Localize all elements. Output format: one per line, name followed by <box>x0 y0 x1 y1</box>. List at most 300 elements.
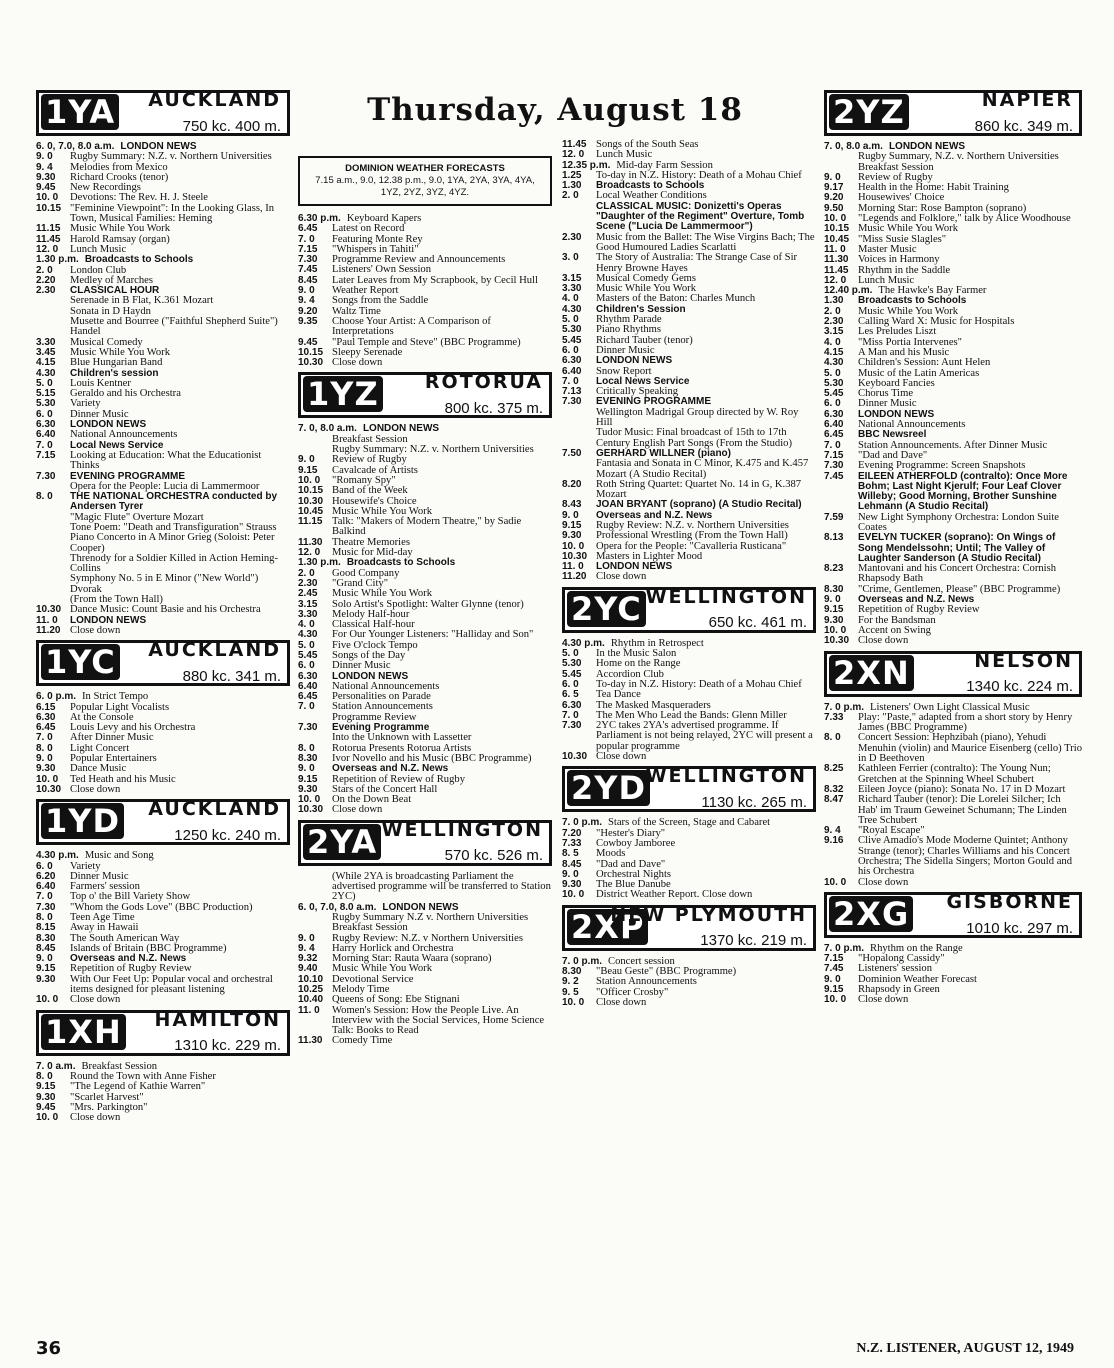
column-2 <box>298 150 552 1047</box>
programme-item <box>562 202 816 233</box>
programme-title: Listeners' Own Light Classical Music <box>870 701 1030 713</box>
programme-item <box>36 851 290 861</box>
programme-title: Overseas and N.Z. News <box>332 763 449 775</box>
station-city: WELLINGTON <box>645 585 807 608</box>
programme-time: 3.15 <box>824 326 844 338</box>
programme-time: 9. 0 <box>562 509 579 521</box>
programme-time: 7.30 <box>298 254 318 266</box>
programme-item <box>824 733 1082 764</box>
programme-time: 9.45 <box>298 336 318 348</box>
programme-time: 7. 0 <box>36 891 53 903</box>
programme-time: 2. 0 <box>824 305 841 317</box>
programme-title: Tone Poem: "Death and Transfiguration" Strauss <box>70 521 277 533</box>
programme-title: New Recordings <box>70 182 141 194</box>
programme-time: 7.45 <box>298 264 318 276</box>
programme-time: 10.30 <box>298 357 324 369</box>
programme-time: 12. 0 <box>562 149 585 161</box>
programme-title: Melodies from Mexico <box>70 161 168 173</box>
station-2yd <box>562 766 816 900</box>
programme-time: 8.20 <box>562 478 582 490</box>
programme-title: Women's Session: How the People Live. An Interview with the Social Services, Home Science Talk: Books to Read <box>332 1004 545 1037</box>
programme-title: Snow Report <box>596 365 652 377</box>
station-call-sign: 2YD <box>567 770 650 806</box>
programme-time: 10.15 <box>36 202 62 214</box>
programme-time: 9. 0 <box>298 454 315 466</box>
programme-time: 9.16 <box>824 835 844 847</box>
programme-title: Personalities on Parade <box>332 691 431 703</box>
programme-title: Health in the Home: Habit Training <box>858 182 1009 194</box>
programme-time: 6.45 <box>824 429 844 441</box>
station-header <box>562 905 816 951</box>
programme-title: Broadcasts to Schools <box>858 295 967 307</box>
programme-time: 4.15 <box>824 346 844 358</box>
programme-time: 6.30 <box>562 355 582 367</box>
programme-title: "Miss Susie Slagles" <box>858 233 947 245</box>
programme-title: Close down <box>332 804 383 816</box>
programme-time: 11.45 <box>562 139 587 150</box>
programme-time: 11.30 <box>298 1035 323 1047</box>
programme-title: Overseas and N.Z. News <box>70 953 187 965</box>
station-1ya <box>36 90 290 636</box>
programme-time: 4. 0 <box>298 619 315 631</box>
programme-time: 10. 0 <box>36 1112 59 1124</box>
programme-title: Popular Entertainers <box>70 753 157 765</box>
programme-title: Music While You Work <box>70 223 170 235</box>
station-city: GISBORNE <box>946 890 1073 913</box>
programme-item <box>562 356 816 366</box>
programme-title: Ted Heath and his Music <box>70 773 176 785</box>
programme-time: 9. 4 <box>824 825 841 837</box>
station-call-sign: 2YA <box>303 824 381 860</box>
programme-title: The South American Way <box>70 932 180 944</box>
station-1yd <box>36 799 290 1005</box>
station-frequency: 1130 kc. 265 m. <box>701 794 807 812</box>
programme-time: 11. 0 <box>298 1004 320 1016</box>
programme-time: 7.30 <box>36 470 56 482</box>
programme-time: 2.30 <box>36 285 56 297</box>
programme-title: Close down <box>596 571 647 583</box>
programme-title: Close down <box>596 751 647 763</box>
station-2xp <box>562 905 816 1008</box>
programme-time: 9.15 <box>36 963 56 975</box>
programme-time: 4. 0 <box>824 336 841 348</box>
programme-time: 11. 0 <box>562 561 584 573</box>
programme-time: 11.30 <box>824 254 849 266</box>
programme-time: 6.30 <box>36 711 56 723</box>
programme-time: 3.30 <box>298 608 318 620</box>
programme-title: Melody Half-hour <box>332 608 410 620</box>
programme-time: 7.30 <box>824 460 844 472</box>
programme-time: 8.30 <box>562 966 582 977</box>
programme-title: The Story of Australia: The Strange Case of Sir Henry Browne Hayes <box>596 252 798 274</box>
programme-title: Accordion Club <box>596 668 664 680</box>
page-title: Thursday, August 18 <box>367 92 743 128</box>
station-call-sign: 2XN <box>829 655 914 691</box>
programme-time: 7. 0 a.m. <box>36 1060 76 1072</box>
programme-time <box>36 307 70 317</box>
programme-title: Five O'clock Tempo <box>332 639 418 651</box>
programme-time: 6. 0 <box>824 398 841 410</box>
programme-title: Rugby Summary: N.Z. v. Northern Universities <box>332 444 534 456</box>
programme-time: 8. 0 <box>36 491 53 503</box>
programme-title: Later Leaves from My Scrapbook, by Cecil Hull <box>332 274 538 286</box>
programme-item <box>824 358 1082 368</box>
station-frequency: 1310 kc. 229 m. <box>174 1037 281 1055</box>
station-city: WELLINGTON <box>381 818 543 841</box>
programme-time: 9. 0 <box>36 151 53 163</box>
programme-time: 10.30 <box>562 550 588 562</box>
programme-title: The Men Who Lead the Bands: Glenn Miller <box>596 709 787 721</box>
programme-time: 4.30 <box>298 629 318 641</box>
programme-time: 6. 5 <box>562 689 579 701</box>
programme-item <box>36 995 290 1005</box>
programme-item <box>36 574 290 595</box>
programme-time: 11.45 <box>36 233 61 245</box>
programme-title: Chorus Time <box>858 388 914 400</box>
programme-time: 8.23 <box>824 563 844 575</box>
programme-item <box>36 975 290 996</box>
programme-time: 7.30 <box>298 722 318 734</box>
programme-time: 5.30 <box>562 324 582 336</box>
programme-time: 7. 0 <box>36 732 53 744</box>
programme-time: 10. 0 <box>36 192 59 204</box>
programme-time: 10. 0 <box>824 624 847 636</box>
programme-time: 8.45 <box>36 942 56 954</box>
programme-time: 9. 4 <box>36 161 53 173</box>
programme-title: On the Down Beat <box>332 794 412 806</box>
programme-time: 5.30 <box>36 398 56 410</box>
programme-title: EVENING PROGRAMME <box>70 470 186 482</box>
programme-time: 9. 2 <box>562 976 579 988</box>
programme-title: Music While You Work <box>332 588 432 600</box>
programme-item <box>298 358 552 368</box>
programme-time: 6. 0 <box>562 344 579 356</box>
station-city: NAPIER <box>981 89 1073 111</box>
programme-time: 7.15 <box>298 243 318 255</box>
programme-title: Morning Star: Rose Bampton (soprano) <box>858 202 1027 214</box>
programme-title: Talk: "Makers of Modern Theatre," by Sadie Balkind <box>332 516 522 538</box>
programme-time: 6.40 <box>36 881 56 893</box>
station-call-sign: 2YZ <box>829 94 909 130</box>
programme-time: 8.45 <box>562 858 582 870</box>
programme-title: Eileen Joyce (piano): Sonata No. 17 in D Mozart <box>858 783 1066 795</box>
programme-title: Music While You Work <box>596 283 696 295</box>
programme-title: Keyboard Fancies <box>858 377 935 389</box>
programme-time <box>824 152 858 162</box>
programme-time: 9.30 <box>36 171 56 183</box>
programme-title: Music from the Ballet: The Wise Virgins Bach; The Good Humoured Ladies Scarlatti <box>596 231 815 253</box>
programme-item <box>562 428 816 449</box>
station-frequency: 800 kc. 375 m. <box>444 400 543 418</box>
programme-title: LONDON NEWS <box>596 355 673 367</box>
station-city: WELLINGTON <box>645 765 807 788</box>
programme-title: Lunch Music <box>596 149 653 161</box>
programme-item <box>36 533 290 554</box>
programme-title: "Grand City" <box>332 577 389 589</box>
programme-title: Piano Concerto in A Minor Grieg (Soloist: Peter Cooper) <box>70 532 275 554</box>
programme-time: 10. 0 <box>824 213 847 225</box>
programme-title: To-day in N.Z. History: Death of a Mohau Chief <box>596 678 802 690</box>
station-2yc <box>562 587 816 763</box>
programme-title: Orchestral Nights <box>596 868 672 880</box>
programme-title: Songs of the Day <box>332 649 406 661</box>
programme-time: 9.32 <box>298 953 318 965</box>
programme-time: 11.30 <box>298 536 323 548</box>
programme-time: 7.50 <box>562 447 582 459</box>
programme-time: 2.45 <box>298 588 318 600</box>
programme-time <box>562 408 596 429</box>
programme-time: 6. 0, 7.0, 8.0 a.m. <box>298 901 377 913</box>
programme-title: The Masked Masqueraders <box>596 699 711 711</box>
programme-time: 10.15 <box>298 485 324 497</box>
programme-title: Blue Hungarian Band <box>70 357 163 369</box>
programme-title: EVELYN TUCKER (soprano): On Wings of Song Mendelssohn; Until; The Valley of Laughter Sanderson (A Studio Recital) <box>858 532 1056 564</box>
programme-time: 7.59 <box>824 511 844 523</box>
column-4 <box>824 86 1082 1006</box>
programme-title: Stars of the Concert Hall <box>332 783 438 795</box>
station-header <box>298 372 552 418</box>
programme-time: 10. 0 <box>824 876 847 888</box>
programme-title: Overseas and N.Z. News <box>858 594 975 606</box>
programme-title: Music While You Work <box>858 223 958 235</box>
station-header <box>36 640 290 686</box>
station-1xh <box>36 1010 290 1124</box>
programme-time: 6.30 <box>36 419 56 431</box>
programme-title: Rugby Summary N.Z v. Northern Universities <box>332 911 529 923</box>
station-1yz <box>298 372 552 815</box>
programme-time: 11.45 <box>824 264 849 276</box>
programme-title: Cowboy Jamboree <box>596 837 676 849</box>
programme-title: "Scarlet Harvest" <box>70 1091 144 1103</box>
programme-item <box>298 589 552 599</box>
programme-title: LONDON NEWS <box>858 408 935 420</box>
station-header <box>824 90 1082 136</box>
programme-title: Calling Ward X: Music for Hospitals <box>858 316 1015 328</box>
programme-title: Classical Half-hour <box>332 619 415 631</box>
programme-time: 5.30 <box>824 377 844 389</box>
programme-title: Rugby Summary, N.Z. v. Northern Universities <box>858 151 1059 163</box>
programme-title: Music and Song <box>84 850 154 862</box>
station-city: AUCKLAND <box>148 798 281 821</box>
programme-time: 9. 0 <box>298 763 315 775</box>
programme-time: 9.20 <box>298 305 318 317</box>
programme-title: National Announcements <box>858 419 966 431</box>
page-number: 36 <box>36 1338 62 1359</box>
programme-title: Station Announcements <box>596 976 697 988</box>
programme-title: National Announcements <box>332 680 440 692</box>
programme-title: London Club <box>70 264 127 276</box>
programme-title: Concert session <box>608 955 675 967</box>
programme-item <box>298 923 552 933</box>
programme-time: 7.45 <box>824 963 844 975</box>
programme-item <box>36 1113 290 1123</box>
programme-title: "Magic Flute" Overture Mozart <box>70 511 204 523</box>
programme-title: THE NATIONAL ORCHESTRA conducted by Andersen Tyrer <box>70 491 278 513</box>
programme-title: District Weather Report. Close down <box>596 889 753 901</box>
programme-time: 3. 0 <box>562 252 579 264</box>
programme-time: 9.15 <box>824 604 844 616</box>
programme-title: For the Bandsman <box>858 614 936 626</box>
programme-title: Accent on Swing <box>858 624 931 636</box>
programme-time: 7. 0, 8.0 a.m. <box>298 423 357 435</box>
station-call-sign: 2XG <box>829 896 913 932</box>
programme-title: For Our Younger Listeners: "Halliday and Son" <box>332 629 534 641</box>
station-call-sign: 1YD <box>41 803 124 839</box>
station-frequency: 1010 kc. 297 m. <box>966 919 1073 937</box>
programme-title: Children's Session <box>596 303 686 315</box>
programme-time: 8. 5 <box>562 848 579 860</box>
programme-time: 6.20 <box>36 870 56 882</box>
station-call-sign: 1YZ <box>303 376 383 412</box>
station-2xn <box>824 651 1082 888</box>
station-2xg <box>824 892 1082 1006</box>
programme-time: 12. 0 <box>36 243 59 255</box>
programme-time: 9.45 <box>36 1101 56 1113</box>
programme-title: "Mrs. Parkington" <box>70 1101 148 1113</box>
programme-title: At the Console <box>70 711 134 723</box>
station-header <box>36 799 290 845</box>
programme-time: 6.15 <box>36 701 56 713</box>
programme-title: Breakfast Session <box>332 922 408 934</box>
programme-time: 10. 0 <box>562 540 585 552</box>
programme-time: 12.40 p.m. <box>824 285 873 297</box>
programme-title: Close down <box>70 783 121 795</box>
programme-item <box>562 459 816 480</box>
programme-time: 11. 0 <box>36 614 58 626</box>
programme-title: Dinner Music <box>70 870 129 882</box>
programme-title: The Hawke's Bay Farmer <box>878 285 987 297</box>
programme-time: 8.32 <box>824 783 844 795</box>
programme-title: Lunch Music <box>70 243 127 255</box>
programme-time: 4.30 <box>36 367 56 379</box>
programme-title: Wellington Madrigal Group directed by W. Roy Hill <box>596 406 799 429</box>
programme-title: Rhythm Parade <box>596 314 662 326</box>
station-header <box>562 766 816 812</box>
programme-title: "Whispers in Tahiti" <box>332 243 419 255</box>
weather-forecast-box <box>298 156 552 206</box>
programme-item <box>298 1036 552 1046</box>
programme-title: Band of the Week <box>332 485 408 497</box>
programme-title: Concert Session: Hephzibah (piano), Yehudi Menuhin (violin) and Maurice Eisenberg (cello) Trio in D Beethoven <box>858 732 1082 765</box>
programme-title: Threnody for a Soldier Killed in Action Heming-Collins <box>70 552 279 575</box>
programme-time: 7.15 <box>824 449 844 461</box>
station-city: AUCKLAND <box>148 89 281 111</box>
programme-title: CLASSICAL HOUR <box>70 285 160 297</box>
programme-time: 1.25 <box>562 169 582 181</box>
programme-title: Broadcasts to Schools <box>346 557 456 569</box>
programme-time: 8.47 <box>824 794 844 806</box>
programme-time: 11.20 <box>36 624 61 636</box>
programme-title: Station Announcements <box>332 701 433 713</box>
station-2ya <box>298 820 552 1047</box>
programme-title: Richard Tauber (tenor) <box>596 334 693 346</box>
programme-title: "Dad and Dave" <box>858 449 928 461</box>
programme-item <box>824 636 1082 646</box>
programme-title: Richard Crooks (tenor) <box>70 171 169 183</box>
programme-time: 7.45 <box>824 470 844 482</box>
programme-time: 9.17 <box>824 182 844 194</box>
programme-time: 10.15 <box>298 346 324 358</box>
programme-title: Rugby Review: N.Z. v. Northern Universities <box>596 519 789 531</box>
programme-title: Latest on Record <box>332 223 405 235</box>
programme-title: "Romany Spy" <box>332 474 396 486</box>
programme-time: 8.25 <box>824 763 844 775</box>
programme-time: 1.30 p.m. <box>298 557 341 569</box>
programme-item <box>562 253 816 274</box>
programme-title: Overseas and N.Z. News <box>596 509 713 521</box>
programme-title: Fantasia and Sonata in C Minor, K.475 and K.457 Mozart (A Studio Recital) <box>596 458 809 480</box>
programme-time: 12. 0 <box>298 547 321 559</box>
programme-title: Broadcasts to Schools <box>596 180 705 192</box>
programme-title: Dinner Music <box>858 398 917 410</box>
programme-title: Repetition of Rugby Review <box>70 963 192 975</box>
programme-title: Looking at Education: What the Educationist Thinks <box>70 449 262 472</box>
station-frequency: 1250 kc. 240 m. <box>174 826 281 844</box>
station-header <box>824 892 1082 938</box>
programme-time: 1.30 <box>824 295 844 307</box>
programme-title: Close down <box>596 996 647 1008</box>
programme-time: 4.30 p.m. <box>36 850 79 862</box>
programme-time: 7.15 <box>36 449 56 461</box>
programme-time: 10.40 <box>298 994 324 1006</box>
programme-time: 6.40 <box>36 429 56 441</box>
programme-time: 5. 0 <box>562 314 579 326</box>
programme-title: LONDON NEWS <box>888 141 966 152</box>
programme-time: 9.45 <box>36 182 56 194</box>
programme-time: 7. 0, 8.0 a.m. <box>824 141 883 152</box>
programme-title: A Man and his Music <box>858 346 950 358</box>
programme-title: Moods <box>596 848 626 860</box>
programme-title: "Crime, Gentlemen, Please" (BBC Programme) <box>858 583 1061 595</box>
programme-item <box>562 572 816 582</box>
programme-title: Local News Service <box>70 439 164 451</box>
programme-title: Keyboard Kapers <box>346 213 422 224</box>
programme-title: Evening Programme <box>332 722 430 734</box>
programme-time: 4.15 <box>36 357 56 369</box>
programme-title: Listeners' Own Session <box>332 264 432 276</box>
programme-title: "Legends and Folklore," talk by Alice Woodhouse <box>858 213 1071 225</box>
programme-time: 9. 4 <box>298 295 315 307</box>
programme-title: Piano Rhythms <box>596 324 662 336</box>
programme-title: Musical Comedy <box>70 336 143 348</box>
programme-title: Harry Horlick and Orchestra <box>332 942 454 954</box>
programme-time <box>298 872 332 903</box>
programme-time: 9.40 <box>298 963 318 975</box>
programme-title: Lunch Music <box>858 274 915 286</box>
programme-time: 4.30 <box>824 357 844 369</box>
programme-time: 10. 0 <box>562 996 585 1008</box>
programme-time: 10. 0 <box>562 889 585 901</box>
programme-time: 3.30 <box>562 283 582 295</box>
programme-title: In Strict Tempo <box>82 691 149 703</box>
programme-time: 9.30 <box>562 530 582 542</box>
programme-title: Weather Report <box>332 285 399 297</box>
programme-time: 5.15 <box>36 388 56 400</box>
programme-time <box>36 523 70 533</box>
programme-time: 9.30 <box>298 783 318 795</box>
programme-title: LONDON NEWS <box>120 141 197 152</box>
programme-title: Housewife's Choice <box>332 495 417 507</box>
programme-item <box>298 486 552 496</box>
programme-time: 11.20 <box>562 571 587 583</box>
programme-time <box>562 428 596 449</box>
programme-time: 5.45 <box>298 649 318 661</box>
programme-item <box>298 872 552 903</box>
programme-time: 10.30 <box>562 751 588 763</box>
programme-time: 7.33 <box>824 711 844 723</box>
programme-time: 8.13 <box>824 532 844 544</box>
programme-time: 3.45 <box>36 346 56 358</box>
